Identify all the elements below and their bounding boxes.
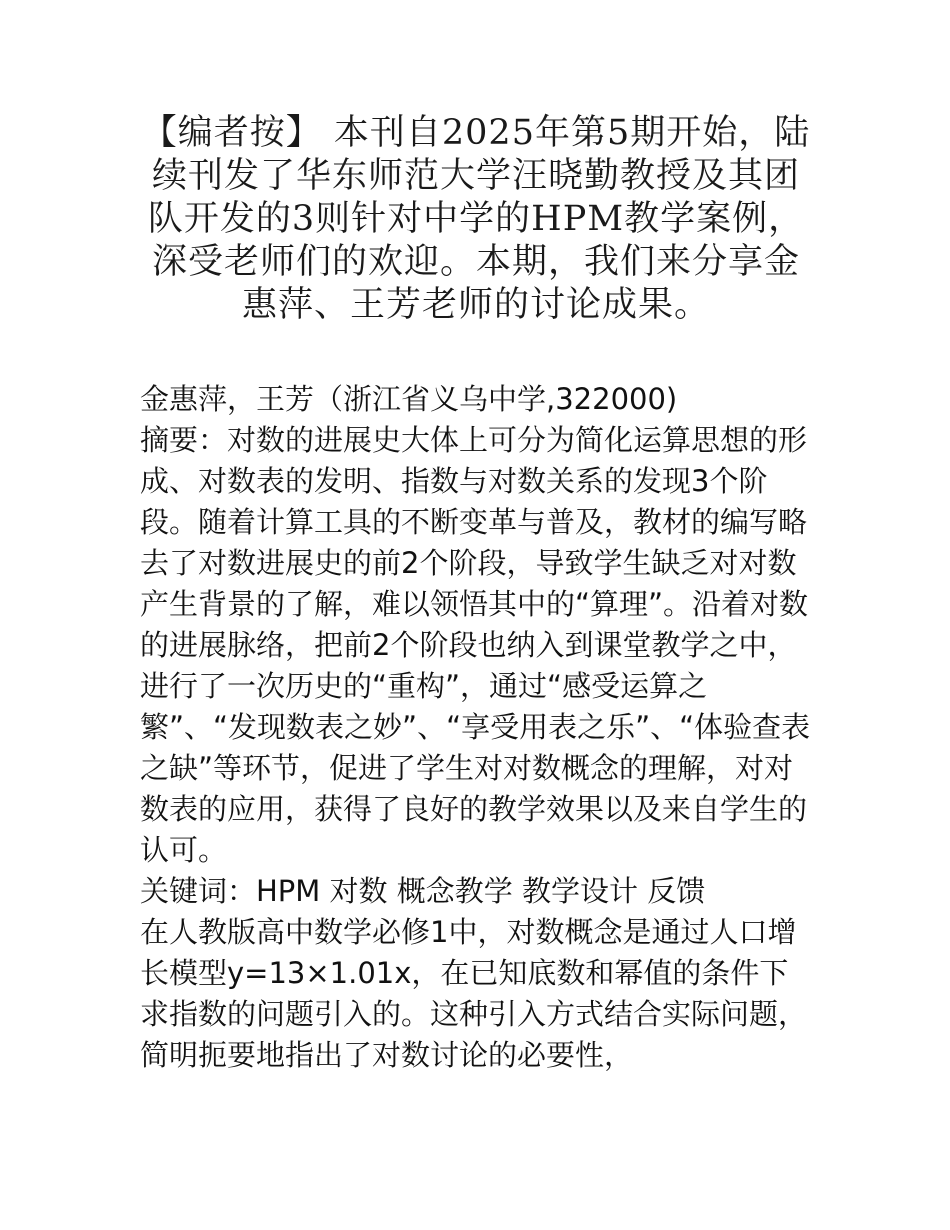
intro-paragraph: 在人教版高中数学必修1中，对数概念是通过人口增长模型y=13×1.01x，在已知底数和幂值的条件下求指数的问题引入的。这种引入方式结合实际问题，简明扼要地指出了对数讨论的必要性，: [140, 915, 808, 1072]
keywords-line: 关键词：HPM 对数 概念教学 教学设计 反馈: [140, 874, 706, 908]
article-body: [140, 379, 812, 1076]
abstract-paragraph: 摘要：对数的进展史大体上可分为简化运算思想的形成、对数表的发明、指数与对数关系的发现3个阶段。随着计算工具的不断变革与普及，教材的编写略去了对数进展史的前2个阶段，导致学生缺乏对对数产生背景的了解，难以领悟其中的“算理”。沿着对数的进展脉络，把前2个阶段也纳入到课堂教学之中，进行了一次历史的“重构”，通过“感受运算之繁”、“发现数表之妙”、“享受用表之乐”、“体验查表之缺”等环节，促进了学生对对数概念的理解，对对数表的应用，获得了良好的教学效果以及来自学生的认可。: [140, 423, 811, 867]
author-line: 金惠萍，王芳（浙江省义乌中学,322000): [140, 382, 678, 416]
editor-note: 【编者按】 本刊自2025年第5期开始，陆续刊发了华东师范大学汪晓勤教授及其团队开发的3则针对中学的HPM教学案例，深受老师们的欢迎。本期，我们来分享金惠萍、王芳老师的讨论成果。: [141, 113, 811, 325]
